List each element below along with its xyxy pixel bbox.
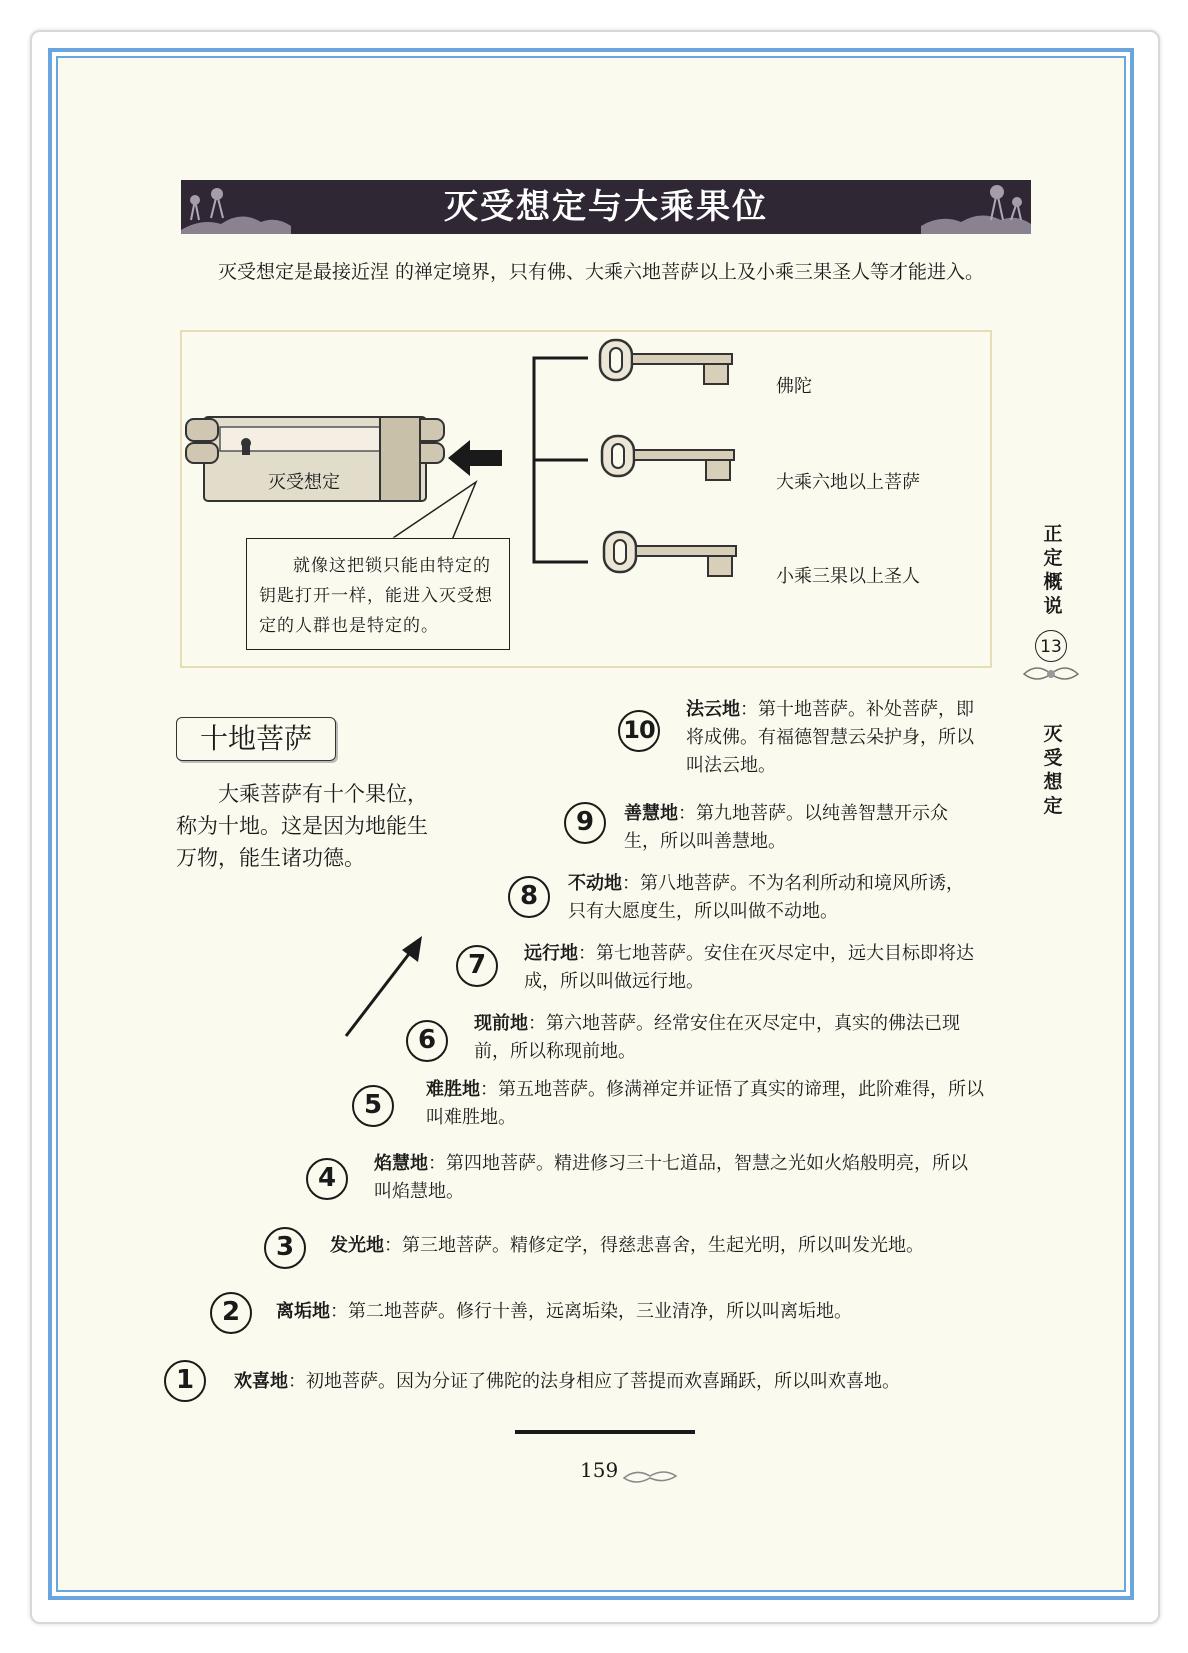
ground-name: 不动地 [568,873,622,894]
bracket-connector [530,350,590,570]
section-title: 十地菩萨 [176,717,336,761]
key-icon [600,528,750,588]
ground-3: 发光地：第三地菩萨。精修定学，得慈悲喜舍，生起光明，所以叫发光地。 [330,1235,924,1256]
ground-8: 不动地：第八地菩萨。不为名利所动和境风所诱，只有大愿度生，所以叫做不动地。 [568,873,964,922]
ground-number-7: 7 [456,945,498,987]
key-icon [598,432,748,492]
section-description: 大乘菩萨有十个果位，称为十地。这是因为地能生万物，能生诸功德。 [176,782,428,870]
ground-name: 发光地 [330,1235,384,1256]
ground-text: 第三地菩萨。精修定学，得慈悲喜舍，生起光明，所以叫发光地。 [402,1235,924,1256]
page-title: 灭受想定与大乘果位 [444,187,768,227]
ground-name: 焰慧地 [374,1153,428,1174]
speech-bubble [246,538,510,650]
ground-text: 初地菩萨。因为分证了佛陀的法身相应了菩提而欢喜踊跃，所以叫欢喜地。 [306,1371,900,1392]
ground-text: 第六地菩萨。经常安住在灭尽定中，真实的佛法已现前，所以称现前地。 [474,1013,960,1062]
ground-text: 第七地菩萨。安住在灭尽定中，远大目标即将达成，所以叫做远行地。 [524,943,974,992]
page-number: 159 [580,1458,619,1482]
ground-text: 第五地菩萨。修满禅定并证悟了真实的谛理，此阶难得，所以叫难胜地。 [426,1079,984,1128]
ornament-icon [1022,660,1080,686]
ground-6: 现前地：第六地菩萨。经常安住在灭尽定中，真实的佛法已现前，所以称现前地。 [474,1013,960,1062]
footer-rule [515,1430,695,1434]
arrow-left-icon [448,438,502,478]
ground-name: 欢喜地 [234,1371,288,1392]
intro-paragraph: 灭受想定是最接近涅 的禅定境界，只有佛、大乘六地菩萨以上及小乘三果圣人等才能进入。 [218,261,985,283]
speech-pointer [380,480,480,542]
title-banner [181,180,1031,234]
side-topic-title: 灭 受 想 定 [1043,723,1063,817]
ground-number-9: 9 [564,802,606,844]
key-label-bodhisattva: 大乘六地以上菩萨 [776,472,920,493]
ground-2: 离垢地：第二地菩萨。修行十善，远离垢染，三业清净，所以叫离垢地。 [276,1301,852,1322]
ground-4: 焰慧地：第四地菩萨。精进修习三十七道品，智慧之光如火焰般明亮，所以叫焰慧地。 [374,1153,968,1202]
ground-text: 第九地菩萨。以纯善智慧开示众生，所以叫善慧地。 [624,803,948,852]
ground-name: 善慧地 [624,803,678,824]
ground-number-10: 10 [618,710,660,752]
ground-1: 欢喜地：初地菩萨。因为分证了佛陀的法身相应了菩提而欢喜踊跃，所以叫欢喜地。 [234,1371,900,1392]
ground-name: 离垢地 [276,1301,330,1322]
ground-number-5: 5 [352,1085,394,1127]
ground-10: 法云地：第十地菩萨。补处菩萨，即将成佛。有福德智慧云朵护身，所以叫法云地。 [686,699,974,776]
key-icon [596,336,746,396]
ground-5: 难胜地：第五地菩萨。修满禅定并证悟了真实的谛理，此阶难得，所以叫难胜地。 [426,1079,984,1128]
ground-name: 难胜地 [426,1079,480,1100]
side-chapter-number: 13 [1035,630,1067,662]
ground-name: 现前地 [474,1013,528,1034]
side-chapter-title: 正 定 概 说 [1043,523,1063,617]
ground-number-6: 6 [406,1020,448,1062]
ground-text: 第十地菩萨。补处菩萨，即将成佛。有福德智慧云朵护身，所以叫法云地。 [686,699,974,776]
ground-number-4: 4 [306,1158,348,1200]
ground-9: 善慧地：第九地菩萨。以纯善智慧开示众生，所以叫善慧地。 [624,803,948,852]
ground-number-3: 3 [264,1227,306,1269]
ground-7: 远行地：第七地菩萨。安住在灭尽定中，远大目标即将达成，所以叫做远行地。 [524,943,974,992]
ground-name: 法云地 [686,699,740,720]
page-ornament-icon [622,1466,678,1486]
speech-text: 就像这把锁只能由特定的钥匙打开一样，能进入灭受想定的人群也是特定的。 [259,556,493,636]
ground-number-2: 2 [210,1292,252,1334]
key-label-arhat: 小乘三果以上圣人 [776,566,920,587]
ground-name: 远行地 [524,943,578,964]
ground-text: 第二地菩萨。修行十善，远离垢染，三业清净，所以叫离垢地。 [348,1301,852,1322]
ground-text: 第八地菩萨。不为名利所动和境风所诱，只有大愿度生，所以叫做不动地。 [568,873,964,922]
ground-text: 第四地菩萨。精进修习三十七道品，智慧之光如火焰般明亮，所以叫焰慧地。 [374,1153,968,1202]
key-label-buddha: 佛陀 [776,376,812,397]
ground-number-8: 8 [508,876,550,918]
ground-number-1: 1 [164,1360,206,1402]
lock-label: 灭受想定 [268,472,340,493]
